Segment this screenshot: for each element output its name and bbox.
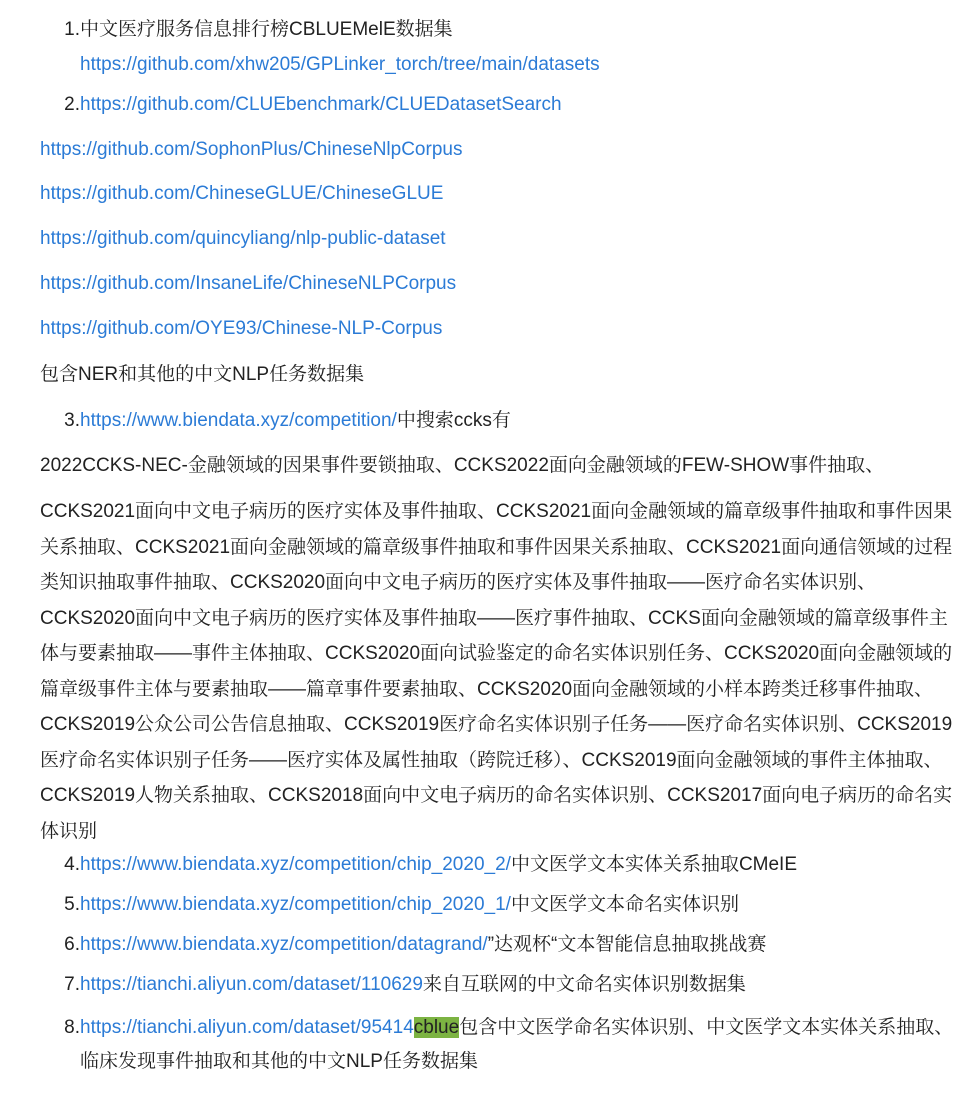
corpus-link[interactable]: https://github.com/ChineseGLUE/ChineseGLUE — [40, 183, 444, 204]
link-line — [40, 180, 443, 209]
ccks-line: 2022CCKS-NEC-金融领域的因果事件要锁抽取、CCKS2022面向金融领域的FEW-SHOW事件抽取、 — [40, 455, 885, 476]
list-number: 4. — [64, 854, 80, 875]
list-item-7 — [58, 971, 958, 1000]
list-item-text: ”达观杯“文本智能信息抽取挑战赛 — [487, 934, 767, 955]
list-item-2 — [58, 91, 958, 120]
list-item-1 — [58, 16, 958, 79]
corpus-link[interactable]: https://github.com/OYE93/Chinese-NLP-Corpus — [40, 318, 443, 339]
list-number: 6. — [64, 934, 80, 955]
competition-link[interactable]: https://www.biendata.xyz/competition/chip_2020_1/ — [80, 894, 511, 915]
list-item-4 — [58, 851, 958, 880]
list-item-text: 来自互联网的中文命名实体识别数据集 — [422, 974, 746, 995]
list-number: 3. — [64, 410, 80, 431]
competition-link[interactable]: https://www.biendata.xyz/competition/chip_2020_2/ — [80, 854, 511, 875]
highlighted-text: cblue — [413, 1017, 460, 1038]
list-number: 8. — [64, 1017, 80, 1038]
competition-link[interactable]: https://www.biendata.xyz/competition/datagrand/ — [80, 934, 488, 955]
list-number: 7. — [64, 974, 80, 995]
corpus-link[interactable]: https://github.com/quincyliang/nlp-public-dataset — [40, 228, 446, 249]
list-item-8 — [58, 1011, 958, 1079]
corpus-link[interactable]: https://github.com/SophonPlus/ChineseNlpCorpus — [40, 139, 463, 160]
dataset-link[interactable]: https://tianchi.aliyun.com/dataset/95414 — [80, 1017, 414, 1038]
list-number: 1. — [64, 19, 80, 40]
list-item-text: 中文医疗服务信息排行榜CBLUEMelE数据集 — [80, 19, 453, 40]
list-item-text: 中文医学文本实体关系抽取CMeIE — [510, 854, 798, 875]
list-item-text: 中文医学文本命名实体识别 — [510, 894, 739, 915]
ccks-paragraph: CCKS2021面向中文电子病历的医疗实体及事件抽取、CCKS2021面向金融领域的篇章级事件抽取和事件因果关系抽取、CCKS2021面向金融领域的篇章级事件抽取和事件因果关系抽取、CCKS2021面向通信领域的过程类知识抽取事件抽取、CCKS2020面向中文电子病历的医疗实体及事件抽取——医疗命名实体识别、CCKS2020面向中文电子病历的医疗实体及事件抽取——医疗事件抽取、CCKS面向金融领域的篇章级事件主体与要素抽取——事件主体抽取、CCKS2020面向试验鉴定的命名实体识别任务、CCKS2020面向金融领域的篇章级事件主体与要素抽取——篇章事件要素抽取、CCKS2020面向金融领域的小样本跨类迁移事件抽取、CCKS2019公众公司公告信息抽取、CCKS2019医疗命名实体识别子任务——医疗命名实体识别、CCKS2019医疗命名实体识别子任务——医疗实体及属性抽取（跨院迁移）、CCKS2019面向金融领域的事件主体抽取、CCKS2019人物关系抽取、CCKS2018面向中文电子病历的命名实体识别、CCKS2017面向电子病历的命名实体识别 — [40, 501, 953, 842]
corpus-link[interactable]: https://github.com/InsaneLife/ChineseNLPCorpus — [40, 273, 457, 294]
link-line — [40, 136, 462, 165]
dataset-link[interactable]: https://github.com/CLUEbenchmark/CLUEDatasetSearch — [80, 94, 562, 115]
list-item-text: 包含中文医学命名实体识别、中文医学文本实体关系抽取、临床发现事件抽取和其他的中文NLP任务数据集 — [80, 1017, 954, 1072]
biendata-link[interactable]: https://www.biendata.xyz/competition/ — [80, 410, 397, 431]
link-line — [40, 270, 456, 299]
list-item-6 — [58, 931, 958, 960]
list-item-text: 中搜索ccks有 — [396, 410, 511, 431]
link-line — [40, 315, 442, 344]
dataset-link[interactable]: https://tianchi.aliyun.com/dataset/110629 — [80, 974, 423, 995]
dataset-link[interactable]: https://github.com/xhw205/GPLinker_torch/tree/main/datasets — [80, 53, 600, 75]
list-item-5 — [58, 891, 958, 920]
list-item-3 — [58, 407, 958, 436]
link-line — [40, 225, 446, 254]
list-number: 5. — [64, 894, 80, 915]
list-number: 2. — [64, 94, 80, 115]
note-text: 包含NER和其他的中文NLP任务数据集 — [40, 364, 365, 385]
